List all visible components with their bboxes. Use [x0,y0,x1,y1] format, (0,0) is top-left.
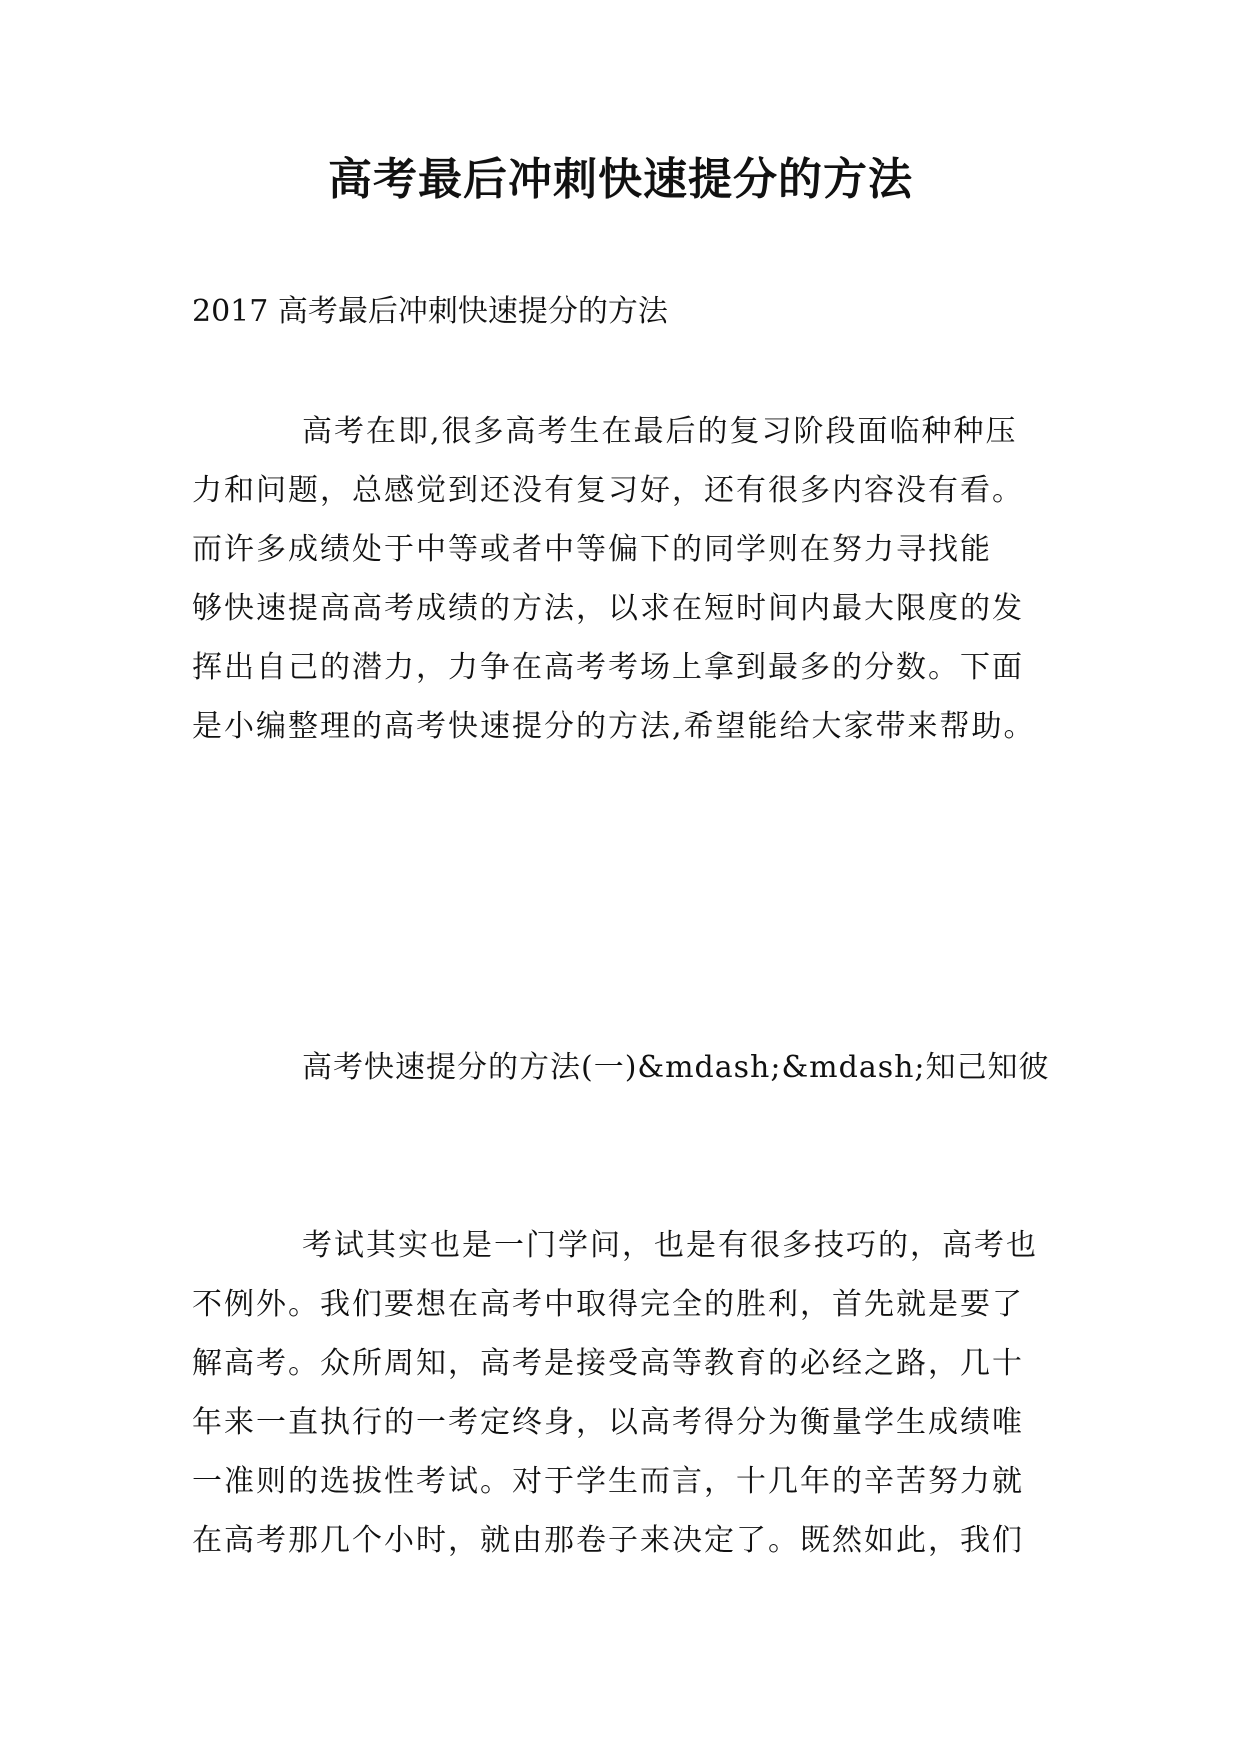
paragraph-line: 解高考。众所周知，高考是接受高等教育的必经之路，几十 [192,1346,1024,1381]
document-title: 高考最后冲刺快速提分的方法 [328,154,913,205]
paragraph-line: 是小编整理的高考快速提分的方法,希望能给大家带来帮助。 [192,709,1036,744]
document-subtitle: 2017 高考最后冲刺快速提分的方法 [192,294,668,329]
paragraph-line: 一准则的选拔性考试。对于学生而言，十几年的辛苦努力就 [192,1464,1024,1499]
section-paragraph [192,1216,1072,1570]
paragraph-line: 考试其实也是一门学问，也是有很多技巧的，高考也 [302,1228,1038,1263]
paragraph-line: 力和问题，总感觉到还没有复习好，还有很多内容没有看。 [192,473,1024,508]
paragraph-line: 挥出自己的潜力，力争在高考考场上拿到最多的分数。下面 [192,650,1024,685]
paragraph-line: 够快速提高高考成绩的方法，以求在短时间内最大限度的发 [192,591,1024,626]
paragraph-line: 不例外。我们要想在高考中取得完全的胜利，首先就是要了 [192,1287,1024,1322]
paragraph-line: 在高考那几个小时，就由那卷子来决定了。既然如此，我们 [192,1523,1024,1558]
paragraph-line: 年来一直执行的一考定终身，以高考得分为衡量学生成绩唯 [192,1405,1024,1440]
intro-paragraph [192,402,1072,756]
paragraph-line: 而许多成绩处于中等或者中等偏下的同学则在努力寻找能 [192,532,992,567]
paragraph-line: 高考在即,很多高考生在最后的复习阶段面临种种压 [302,414,1018,449]
section-heading: 高考快速提分的方法(一)&mdash;&mdash;知己知彼 [302,1050,1050,1085]
